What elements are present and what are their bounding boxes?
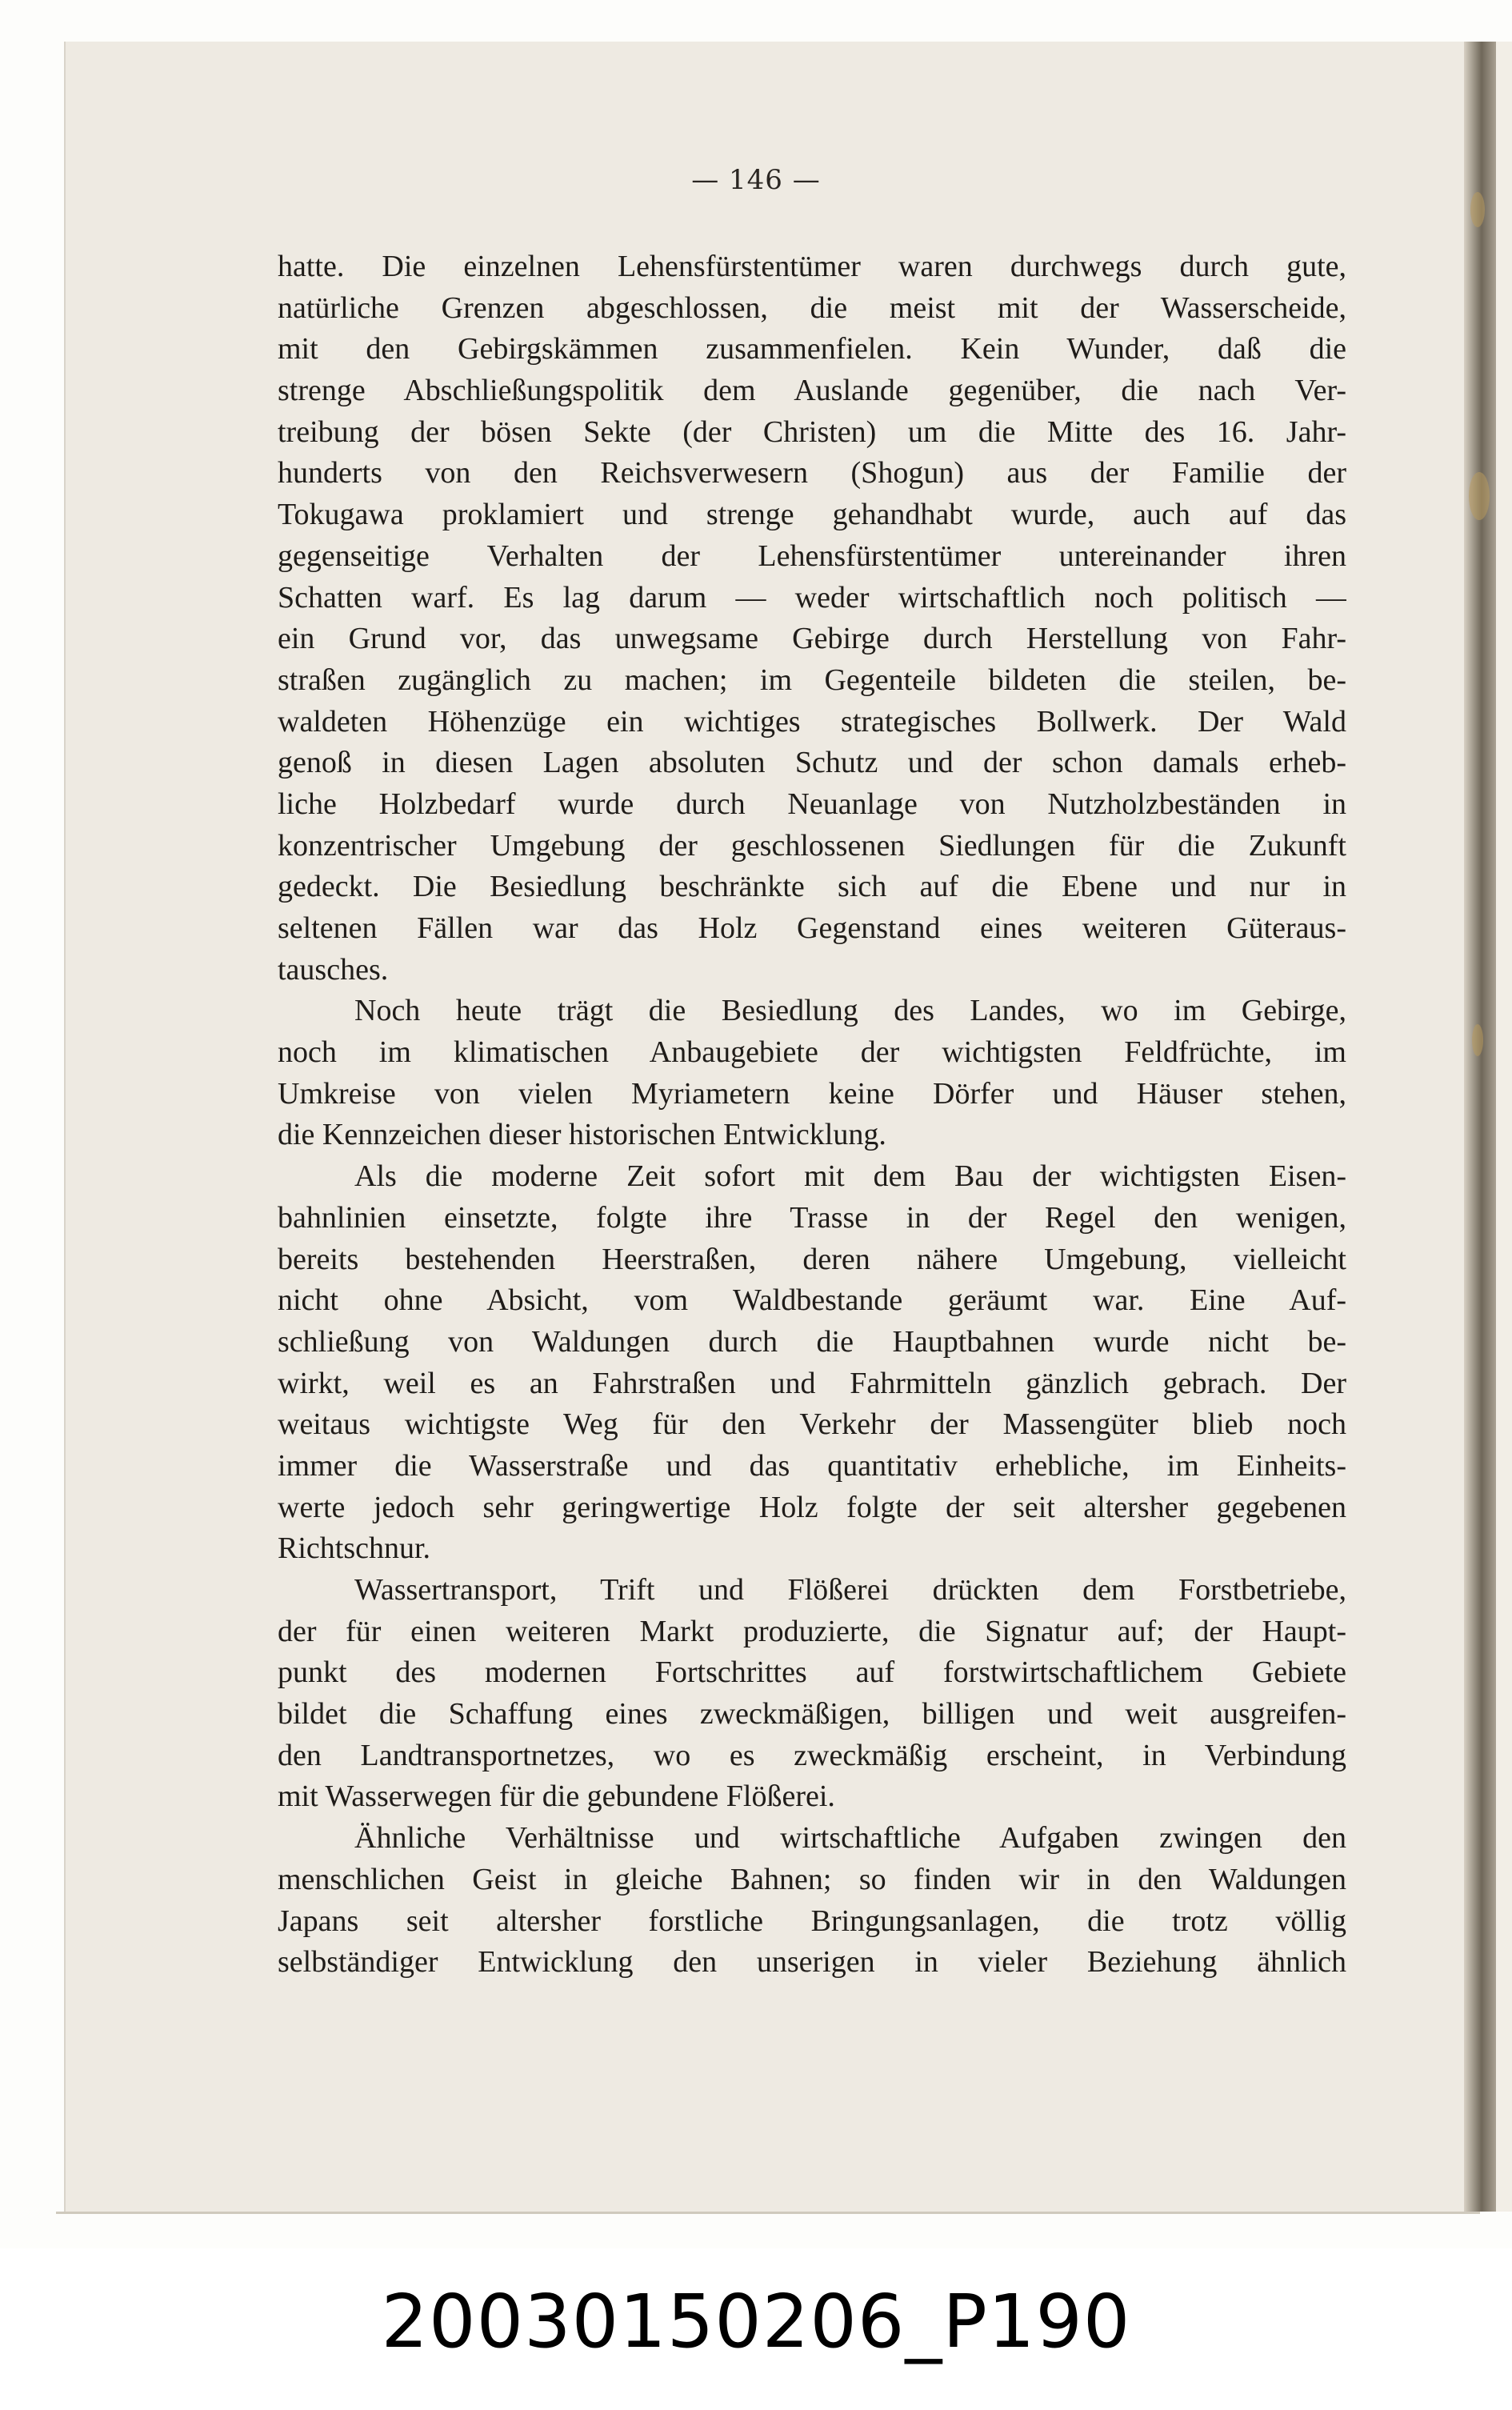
text-line: weitaus wichtigste Weg für den Verkehr der Massengüter blieb noch bbox=[278, 1407, 1346, 1442]
text-line: selbständiger Entwicklung den unserigen in vieler Beziehung ähnlich bbox=[278, 1945, 1346, 1980]
text-line: Schatten warf. Es lag darum — weder wirtschaftlich noch politisch — bbox=[278, 580, 1346, 615]
text-line: genoß in diesen Lagen absoluten Schutz und der schon damals erheb- bbox=[278, 746, 1346, 780]
text-line: Als die moderne Zeit sofort mit dem Bau der wichtigsten Eisen- bbox=[354, 1159, 1346, 1194]
text-line: menschlichen Geist in gleiche Bahnen; so finden wir in den Waldungen bbox=[278, 1862, 1346, 1896]
foxing-spot bbox=[1469, 472, 1490, 520]
text-line: nicht ohne Absicht, vom Waldbestande geräumt war. Eine Auf- bbox=[278, 1283, 1346, 1318]
text-line: die Kennzeichen dieser historischen Entwicklung. bbox=[278, 1118, 886, 1152]
text-line: noch im klimatischen Anbaugebiete der wichtigsten Feldfrüchte, im bbox=[278, 1035, 1346, 1070]
text-line: punkt des modernen Fortschrittes auf forstwirtschaftlichem Gebiete bbox=[278, 1655, 1346, 1690]
text-line: hatte. Die einzelnen Lehensfürstentümer waren durchwegs durch gute, bbox=[278, 250, 1346, 283]
text-line: Noch heute trägt die Besiedlung des Landes, wo im Gebirge, bbox=[354, 994, 1346, 1028]
foxing-spot bbox=[1472, 1024, 1483, 1056]
text-line: immer die Wasserstraße und das quantitativ erhebliche, im Einheits- bbox=[278, 1448, 1346, 1483]
text-line: gedeckt. Die Besiedlung beschränkte sich auf die Ebene und nur in bbox=[278, 870, 1346, 904]
text-line: Japans seit altersher forstliche Bringungsanlagen, die trotz völlig bbox=[278, 1904, 1346, 1938]
page-number: — 146 — bbox=[691, 164, 821, 196]
body-text bbox=[278, 246, 1346, 1984]
text-line: Umkreise von vielen Myriametern keine Dörfer und Häuser stehen, bbox=[278, 1076, 1346, 1111]
text-line: bildet die Schaffung eines zweckmäßigen, billigen und weit ausgreifen- bbox=[278, 1697, 1346, 1731]
facing-page-edge bbox=[1496, 42, 1512, 2212]
text-line: Tokugawa proklamiert und strenge gehandhabt wurde, auch auf das bbox=[278, 498, 1346, 532]
page-bottom-edge bbox=[56, 2212, 1480, 2214]
text-line: strenge Abschließungspolitik dem Auslande gegenüber, die nach Ver- bbox=[278, 374, 1346, 408]
text-line: mit Wasserwegen für die gebundene Flößerei. bbox=[278, 1779, 835, 1814]
text-line: liche Holzbedarf wurde durch Neuanlage von Nutzholzbeständen in bbox=[278, 787, 1346, 821]
text-line: der für einen weiteren Markt produzierte, die Signatur auf; der Haupt- bbox=[278, 1614, 1346, 1648]
text-line: seltenen Fällen war das Holz Gegenstand eines weiteren Güteraus- bbox=[278, 911, 1346, 945]
text-line: werte jedoch sehr geringwertige Holz folgte der seit altersher gegebenen bbox=[278, 1490, 1346, 1524]
text-line: bereits bestehenden Heerstraßen, deren nähere Umgebung, vielleicht bbox=[278, 1242, 1346, 1276]
text-line: natürliche Grenzen abgeschlossen, die meist mit der Wasserscheide, bbox=[278, 290, 1346, 325]
text-line: gegenseitige Verhalten der Lehensfürstentümer untereinander ihren bbox=[278, 538, 1346, 573]
text-line: bahnlinien einsetzte, folgte ihre Trasse in der Regel den wenigen, bbox=[278, 1200, 1346, 1235]
archive-caption: 20030150206_P190 bbox=[381, 2279, 1131, 2364]
text-line: straßen zugänglich zu machen; im Gegenteile bildeten die steilen, be- bbox=[278, 663, 1346, 697]
book-spine-edge bbox=[1464, 42, 1496, 2212]
text-line: Ähnliche Verhältnisse und wirtschaftliche Aufgaben zwingen den bbox=[354, 1821, 1346, 1856]
text-line: Richtschnur. bbox=[278, 1531, 431, 1566]
text-line: Wassertransport, Trift und Flößerei drückten dem Forstbetriebe, bbox=[354, 1573, 1346, 1607]
text-line: schließung von Waldungen durch die Hauptbahnen wurde nicht be- bbox=[278, 1324, 1346, 1359]
text-line: waldeten Höhenzüge ein wichtiges strategisches Bollwerk. Der Wald bbox=[278, 704, 1346, 739]
text-line: hunderts von den Reichsverwesern (Shogun) aus der Familie der bbox=[278, 456, 1346, 490]
text-line: tausches. bbox=[278, 952, 389, 987]
text-line: mit den Gebirgskämmen zusammenfielen. Kein Wunder, daß die bbox=[278, 332, 1346, 366]
text-line: wirkt, weil es an Fahrstraßen und Fahrmitteln gänzlich gebrach. Der bbox=[278, 1366, 1346, 1400]
text-line: treibung der bösen Sekte (der Christen) um die Mitte des 16. Jahr- bbox=[278, 414, 1346, 449]
text-line: ein Grund vor, das unwegsame Gebirge durch Herstellung von Fahr- bbox=[278, 622, 1346, 656]
foxing-spot bbox=[1470, 192, 1485, 227]
text-line: konzentrischer Umgebung der geschlossenen Siedlungen für die Zukunft bbox=[278, 828, 1346, 863]
text-line: den Landtransportnetzes, wo es zweckmäßig erscheint, in Verbindung bbox=[278, 1738, 1346, 1772]
